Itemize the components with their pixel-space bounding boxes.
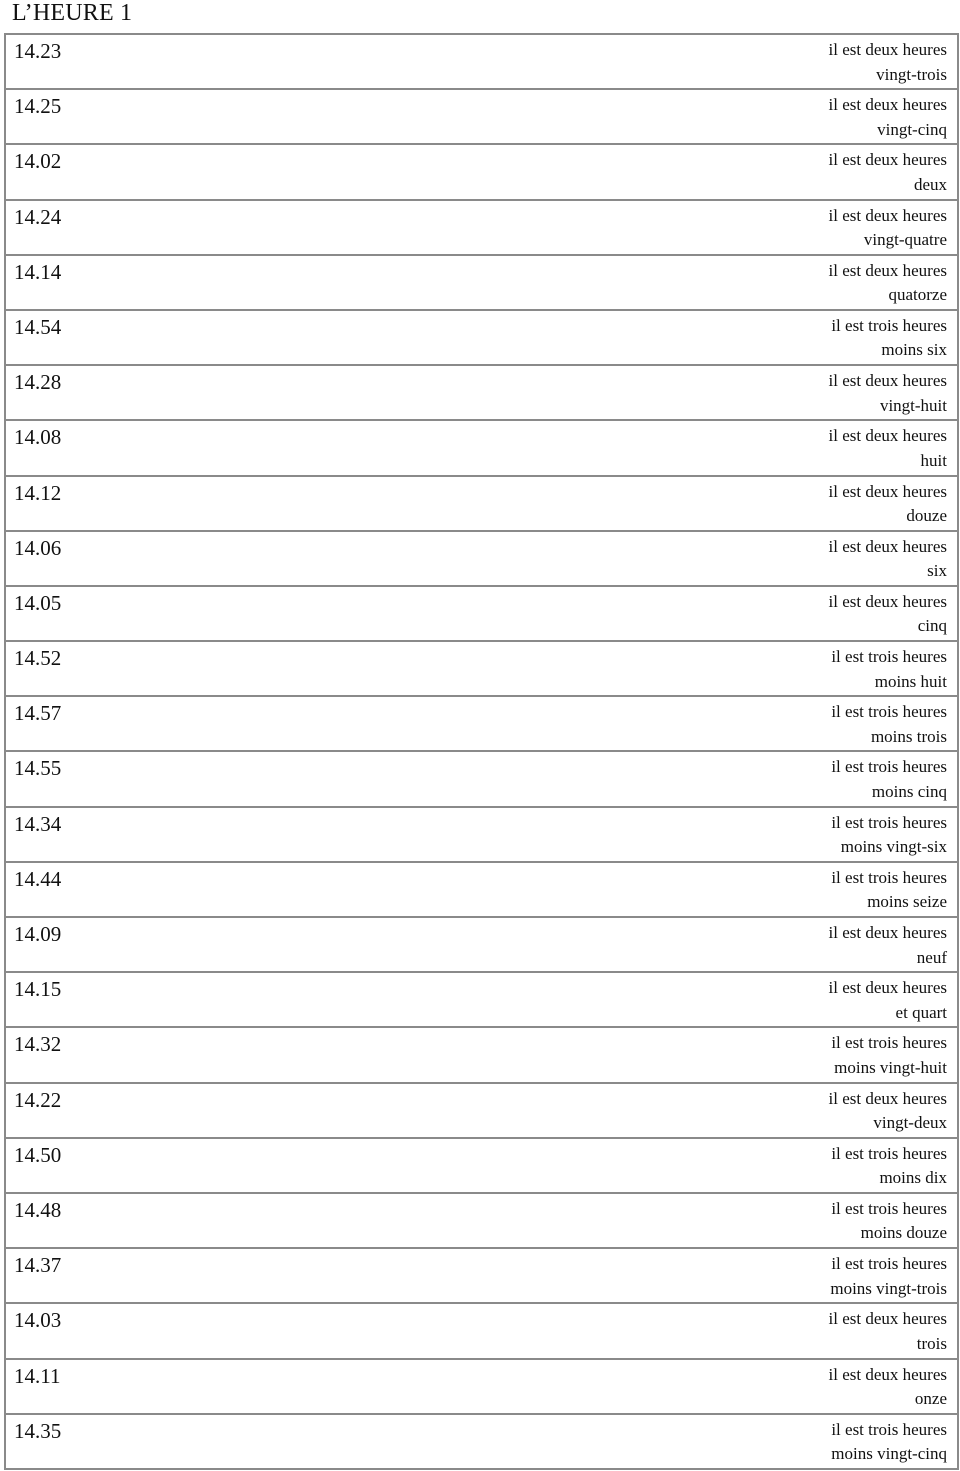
words-line-1: il est trois heures	[831, 647, 947, 667]
table-row	[6, 752, 957, 807]
words-line-2: quatorze	[888, 285, 947, 305]
time-in-words-cell	[829, 369, 948, 418]
words-line-1: il est trois heures	[831, 812, 947, 832]
words-line-2: deux	[913, 174, 947, 194]
words-line-2: six	[927, 561, 947, 581]
time-cell: 14.05	[14, 590, 62, 615]
words-line-1: il est deux heures	[828, 481, 947, 501]
words-line-1: il est deux heures	[828, 1088, 947, 1108]
table-row	[6, 808, 957, 863]
time-cell: 14.14	[14, 259, 62, 284]
table-row	[6, 973, 957, 1028]
words-line-1: il est deux heures	[828, 150, 947, 170]
time-in-words-cell	[829, 259, 948, 308]
time-cell: 14.55	[14, 756, 62, 781]
table-row	[6, 532, 957, 587]
time-in-words-cell	[829, 424, 948, 473]
time-in-words-cell	[829, 1307, 948, 1356]
words-line-1: il est deux heures	[828, 371, 947, 391]
time-in-words-cell	[829, 148, 948, 197]
time-cell: 14.28	[14, 370, 62, 395]
words-line-2: et quart	[895, 1002, 947, 1022]
words-line-1: il est deux heures	[828, 205, 947, 225]
table-row	[6, 1249, 957, 1304]
words-line-1: il est deux heures	[828, 95, 947, 115]
words-line-1: il est trois heures	[831, 315, 947, 335]
time-cell: 14.11	[14, 1363, 61, 1388]
words-line-2: moins six	[881, 340, 947, 360]
words-line-2: moins dix	[879, 1168, 947, 1188]
words-line-1: il est trois heures	[831, 1419, 947, 1439]
words-line-2: trois	[916, 1333, 947, 1353]
time-cell: 14.44	[14, 866, 62, 891]
time-in-words-cell	[831, 1031, 947, 1080]
time-in-words-cell	[829, 535, 948, 584]
table-row	[6, 1194, 957, 1249]
words-line-1: il est deux heures	[828, 40, 947, 59]
table-row	[6, 587, 957, 642]
time-table	[4, 33, 959, 1470]
words-line-1: il est deux heures	[828, 591, 947, 611]
time-cell: 14.57	[14, 701, 62, 726]
time-in-words-cell	[831, 1197, 947, 1246]
table-row	[6, 256, 957, 311]
words-line-1: il est trois heures	[831, 1198, 947, 1218]
time-cell: 14.54	[14, 314, 62, 339]
table-row	[6, 35, 957, 90]
table-row	[6, 1415, 957, 1470]
words-line-1: il est deux heures	[828, 1364, 947, 1384]
time-cell: 14.24	[14, 204, 62, 229]
table-row	[6, 90, 957, 145]
time-in-words-cell	[829, 1087, 948, 1136]
time-in-words-cell	[830, 1252, 947, 1301]
words-line-1: il est deux heures	[828, 536, 947, 556]
time-in-words-cell	[829, 1363, 948, 1412]
table-row	[6, 918, 957, 973]
time-cell: 14.09	[14, 922, 62, 946]
words-line-2: moins trois	[870, 726, 947, 746]
table-row	[6, 1360, 957, 1415]
words-line-2: vingt-cinq	[877, 119, 947, 139]
time-in-words-cell	[831, 811, 947, 860]
words-line-2: cinq	[917, 616, 947, 636]
time-in-words-cell	[831, 1418, 947, 1467]
words-line-1: il est deux heures	[828, 923, 947, 942]
table-row	[6, 1028, 957, 1083]
words-line-1: il est deux heures	[828, 1309, 947, 1329]
time-in-words-cell	[829, 921, 948, 970]
words-line-2: vingt-quatre	[863, 230, 947, 250]
words-line-2: moins vingt-six	[840, 837, 947, 857]
words-line-1: il est trois heures	[831, 1254, 947, 1274]
time-in-words-cell	[829, 590, 948, 639]
time-in-words-cell	[831, 866, 947, 915]
words-line-1: il est deux heures	[828, 978, 947, 998]
words-line-2: moins vingt-cinq	[831, 1444, 947, 1464]
table-row	[6, 1304, 957, 1359]
words-line-1: il est trois heures	[831, 1143, 947, 1163]
words-line-2: moins vingt-huit	[834, 1057, 947, 1077]
words-line-2: neuf	[916, 947, 947, 967]
words-line-2: onze	[914, 1389, 947, 1408]
time-cell: 14.34	[14, 811, 62, 836]
words-line-2: vingt-huit	[879, 395, 947, 415]
table-row	[6, 1084, 957, 1139]
time-in-words-cell	[831, 755, 947, 804]
words-line-2: moins vingt-trois	[830, 1278, 947, 1298]
time-cell: 14.06	[14, 535, 62, 560]
words-line-1: il est trois heures	[831, 757, 947, 777]
time-in-words-cell	[829, 204, 948, 253]
time-in-words-cell	[829, 38, 948, 87]
time-in-words-cell	[831, 700, 947, 749]
words-line-2: vingt-deux	[873, 1113, 947, 1133]
time-cell: 14.23	[14, 39, 62, 63]
time-cell: 14.15	[14, 977, 62, 1002]
time-cell: 14.08	[14, 425, 62, 450]
words-line-1: il est deux heures	[828, 426, 947, 446]
time-cell: 14.12	[14, 480, 62, 505]
time-cell: 14.52	[14, 646, 62, 671]
table-row	[6, 477, 957, 532]
time-cell: 14.02	[14, 149, 62, 174]
time-in-words-cell	[829, 976, 948, 1025]
words-line-2: moins cinq	[871, 781, 947, 801]
words-line-1: il est trois heures	[831, 1033, 947, 1053]
time-cell: 14.03	[14, 1308, 62, 1333]
time-cell: 14.37	[14, 1253, 62, 1278]
time-cell: 14.48	[14, 1197, 62, 1222]
table-row	[6, 311, 957, 366]
table-row	[6, 863, 957, 918]
words-line-2: huit	[920, 450, 947, 470]
time-cell: 14.35	[14, 1418, 62, 1443]
words-line-2: moins huit	[874, 671, 947, 691]
words-line-2: vingt-trois	[876, 64, 947, 84]
table-row	[6, 1139, 957, 1194]
time-cell: 14.50	[14, 1142, 62, 1167]
table-row	[6, 366, 957, 421]
words-line-2: moins douze	[860, 1223, 947, 1243]
words-line-1: il est deux heures	[828, 260, 947, 280]
words-line-2: douze	[906, 506, 947, 525]
table-row	[6, 145, 957, 200]
time-cell: 14.25	[14, 94, 62, 119]
page-title: L’HEURE 1	[12, 0, 133, 26]
table-row	[6, 697, 957, 752]
words-line-1: il est trois heures	[831, 702, 947, 722]
table-row	[6, 421, 957, 476]
time-cell: 14.32	[14, 1032, 62, 1057]
words-line-2: moins seize	[867, 892, 947, 912]
words-line-1: il est trois heures	[831, 867, 947, 887]
time-in-words-cell	[831, 645, 947, 694]
time-in-words-cell	[831, 1142, 947, 1191]
time-in-words-cell	[829, 93, 948, 142]
table-row	[6, 201, 957, 256]
table-row	[6, 642, 957, 697]
time-in-words-cell	[829, 480, 948, 529]
time-cell: 14.22	[14, 1087, 62, 1112]
time-in-words-cell	[831, 314, 947, 363]
